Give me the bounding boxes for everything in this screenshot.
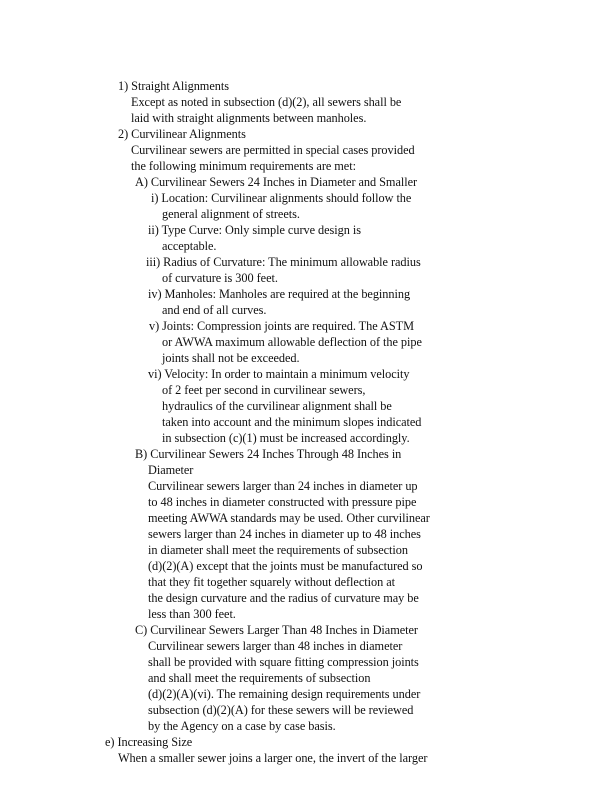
text-line: joints shall not be exceeded. (162, 351, 300, 365)
text-line: to 48 inches in diameter constructed with pressure pipe (148, 495, 417, 509)
item-type-curve: ii) Type Curve: Only simple curve design is (148, 223, 361, 237)
text-line: less than 300 feet. (148, 607, 236, 621)
text-line: sewers larger than 24 inches in diameter up to 48 inches (148, 527, 421, 541)
text-line: Curvilinear sewers larger than 48 inches in diameter (148, 639, 403, 653)
item-velocity: vi) Velocity: In order to maintain a minimum velocity (148, 367, 410, 381)
text-line: Curvilinear sewers are permitted in special cases provided (131, 143, 415, 157)
text-line: taken into account and the minimum slopes indicated (162, 415, 422, 429)
item-manholes: iv) Manholes: Manholes are required at the beginning (148, 287, 411, 301)
text-line: Curvilinear sewers larger than 24 inches in diameter up (148, 479, 418, 493)
text-line: (d)(2)(A)(vi). The remaining design requirements under (148, 687, 421, 701)
text-line: meeting AWWA standards may be used. Other curvilinear (148, 511, 430, 525)
text-line: of curvature is 300 feet. (162, 271, 278, 285)
text-line: that they fit together squarely without deflection at (148, 575, 395, 589)
subheading-24-through-48-inch: B) Curvilinear Sewers 24 Inches Through 48 Inches in (135, 447, 402, 461)
text-line: general alignment of streets. (162, 207, 300, 221)
text-line: or AWWA maximum allowable deflection of the pipe (162, 335, 422, 349)
subheading-24-inch-and-smaller: A) Curvilinear Sewers 24 Inches in Diameter and Smaller (135, 175, 418, 189)
text-line: in subsection (c)(1) must be increased accordingly. (162, 431, 410, 445)
heading-increasing-size: e) Increasing Size (105, 735, 193, 749)
text-line: of 2 feet per second in curvilinear sewers, (162, 383, 366, 397)
item-location: i) Location: Curvilinear alignments should follow the (151, 191, 412, 205)
text-line: Except as noted in subsection (d)(2), all sewers shall be (131, 95, 402, 109)
text-line: (d)(2)(A) except that the joints must be manufactured so (148, 559, 423, 573)
heading-straight-alignments: 1) Straight Alignments (118, 79, 229, 93)
text-line: When a smaller sewer joins a larger one, the invert of the larger (118, 751, 428, 765)
heading-curvilinear-alignments: 2) Curvilinear Alignments (118, 127, 246, 141)
text-line: subsection (d)(2)(A) for these sewers will be reviewed (148, 703, 414, 717)
text-line: in diameter shall meet the requirements of subsection (148, 543, 408, 557)
text-line: Diameter (148, 463, 194, 477)
item-joints: v) Joints: Compression joints are required. The ASTM (149, 319, 414, 333)
text-line: by the Agency on a case by case basis. (148, 719, 336, 733)
text-line: the design curvature and the radius of curvature may be (148, 591, 419, 605)
text-line: laid with straight alignments between manholes. (131, 111, 367, 125)
text-line: acceptable. (162, 239, 217, 253)
text-line: hydraulics of the curvilinear alignment shall be (162, 399, 392, 413)
text-line: and shall meet the requirements of subsection (148, 671, 371, 685)
subheading-larger-than-48-inch: C) Curvilinear Sewers Larger Than 48 Inches in Diameter (135, 623, 418, 637)
text-line: and end of all curves. (162, 303, 267, 317)
text-line: shall be provided with square fitting compression joints (148, 655, 419, 669)
item-radius-of-curvature: iii) Radius of Curvature: The minimum allowable radius (146, 255, 421, 269)
text-line: the following minimum requirements are met: (131, 159, 356, 173)
